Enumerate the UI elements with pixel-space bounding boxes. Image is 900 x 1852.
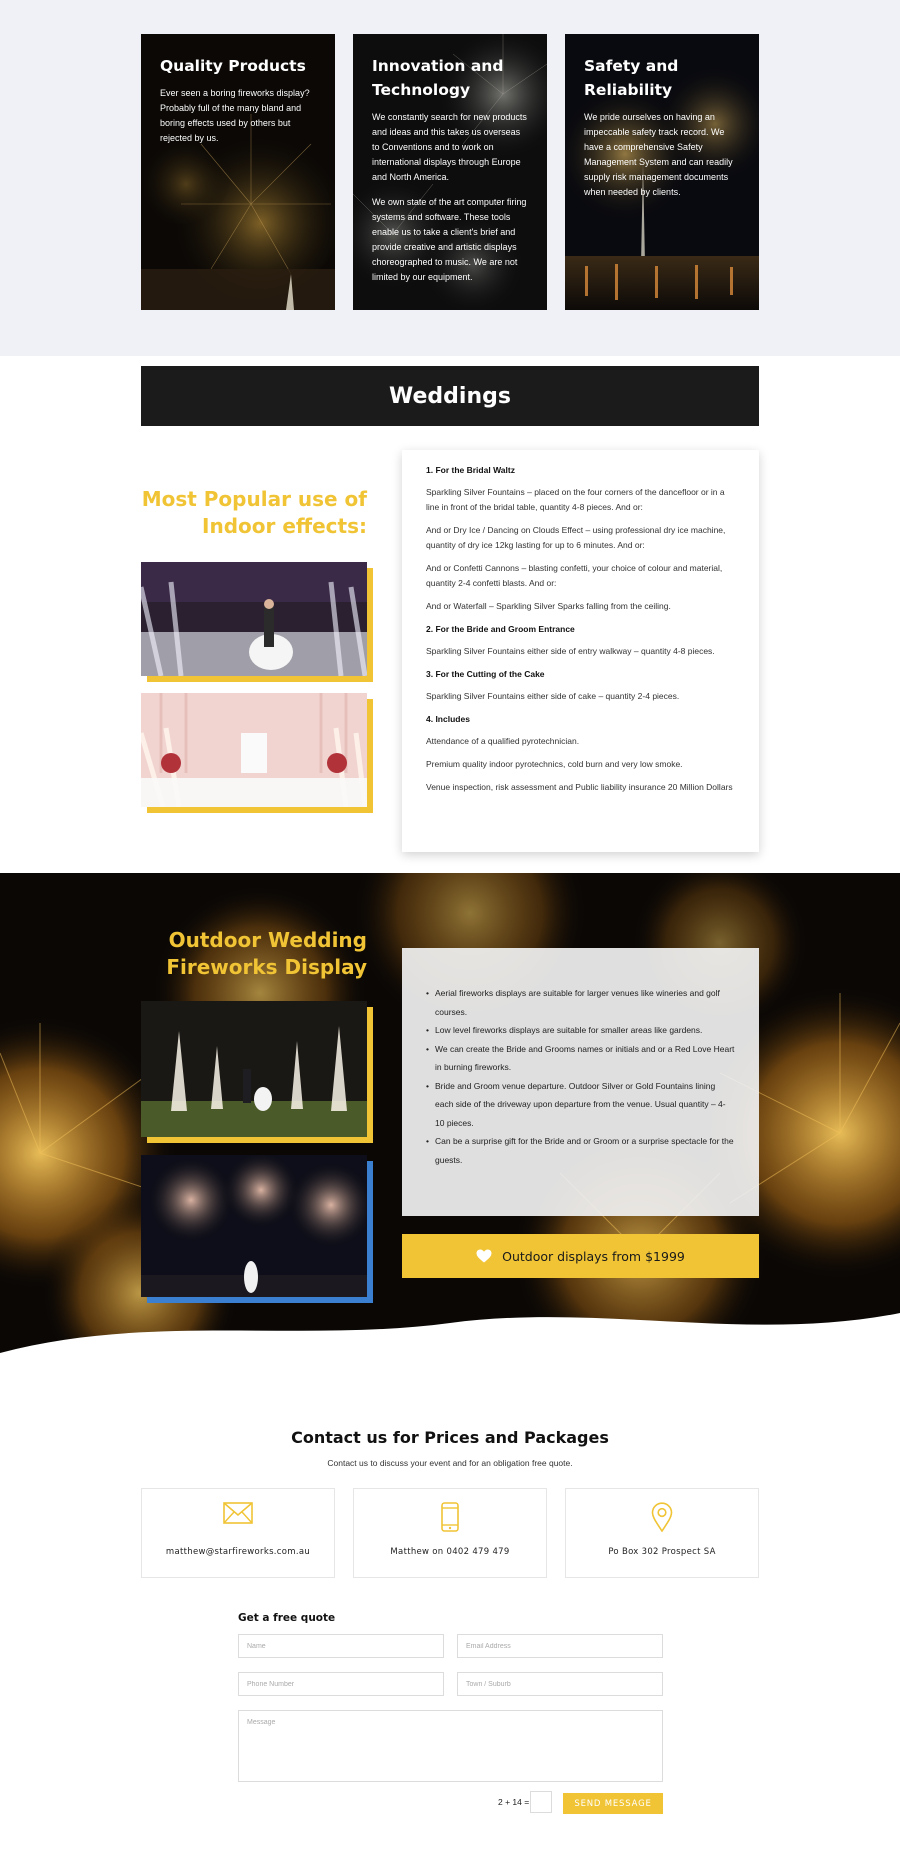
- indoor-photo-dance: [141, 562, 367, 676]
- contact-card-email[interactable]: [141, 1488, 335, 1578]
- detail-text: And or Dry Ice / Dancing on Clouds Effect – using professional dry ice machine, quantity of dry ice 12kg lasting for up to 6 minutes. And or:: [426, 525, 726, 550]
- contact-address-value: Po Box 302 Prospect SA: [608, 1547, 716, 1557]
- detail-heading: 4. Includes: [426, 714, 470, 724]
- captcha-question: 2 + 14 =: [498, 1797, 530, 1807]
- contact-card-address[interactable]: [565, 1488, 759, 1578]
- quote-form-title: Get a free quote: [238, 1612, 336, 1624]
- name-input[interactable]: [238, 1634, 444, 1658]
- indoor-photo-cake: [141, 693, 367, 807]
- feature-card-safety: [565, 34, 759, 310]
- detail-text: And or Waterfall – Sparkling Silver Sparks falling from the ceiling.: [426, 601, 671, 611]
- outdoor-displays-button[interactable]: [402, 1234, 759, 1278]
- outdoor-section: [0, 873, 900, 1363]
- location-pin-icon: [651, 1502, 673, 1532]
- list-item: • Can be a surprise gift for the Bride and or Groom or a surprise spectacle for the guests.: [426, 1132, 735, 1169]
- list-item: • Bride and Groom venue departure. Outdoor Silver or Gold Fountains lining each side of the driveway upon departure from the venue. Usual quantity – 4-10 pieces.: [426, 1077, 735, 1133]
- detail-heading: 3. For the Cutting of the Cake: [426, 669, 545, 679]
- indoor-title: Most Popular use of Indoor effects:: [141, 487, 367, 538]
- detail-text: Attendance of a qualified pyrotechnician.: [426, 736, 580, 746]
- outdoor-photo-couple: [141, 1001, 367, 1137]
- weddings-header: [141, 366, 759, 426]
- outdoor-photo-aerial-image: [141, 1155, 367, 1297]
- town-input[interactable]: [457, 1672, 663, 1696]
- detail-text: Sparkling Silver Fountains either side of cake – quantity 2-4 pieces.: [426, 691, 680, 701]
- feature-text: We own state of the art computer firing systems and software. These tools enable us to take a client's brief and provide creative and artistic displays choreographed to music. We are not limited by our equipment.: [372, 197, 527, 282]
- feature-text: Ever seen a boring fireworks display? Probably full of the many bland and boring effects used by others but rejected by us.: [160, 88, 310, 143]
- feature-title: Innovation and Technology: [372, 57, 504, 99]
- heart-icon: [476, 1249, 492, 1263]
- features-section: [0, 0, 900, 356]
- feature-card-quality: [141, 34, 335, 310]
- detail-heading: 1. For the Bridal Waltz: [426, 465, 515, 475]
- detail-text: Venue inspection, risk assessment and Public liability insurance 20 Million Dollars: [426, 782, 733, 792]
- list-item: • Aerial fireworks displays are suitable for larger venues like wineries and golf courses.: [426, 984, 735, 1021]
- indoor-photo-cake-image: [141, 693, 367, 807]
- detail-text: Sparkling Silver Fountains either side of entry walkway – quantity 4-8 pieces.: [426, 646, 715, 656]
- outdoor-displays-button-label: Outdoor displays from $1999: [502, 1248, 685, 1264]
- detail-text: Sparkling Silver Fountains – placed on the four corners of the dancefloor or in a line in front of the bridal table, quantity 4-8 pieces. And or:: [426, 487, 725, 512]
- feature-title: Quality Products: [160, 57, 306, 75]
- send-message-button[interactable]: SEND MESSAGE: [563, 1793, 663, 1814]
- detail-text: Premium quality indoor pyrotechnics, cold burn and very low smoke.: [426, 759, 683, 769]
- list-item: • Low level fireworks displays are suitable for smaller areas like gardens.: [426, 1021, 735, 1040]
- weddings-title: Weddings: [389, 383, 511, 409]
- phone-icon: [441, 1502, 459, 1532]
- outdoor-bullet-list: [426, 984, 735, 1169]
- feature-title: Safety and Reliability: [584, 57, 679, 99]
- indoor-photo-dance-image: [141, 562, 367, 676]
- feature-text: We constantly search for new products and ideas and this takes us overseas to Conventions and to work on international displays through Europe and North America.: [372, 112, 527, 182]
- contact-subtitle: Contact us to discuss your event and for an obligation free quote.: [327, 1458, 573, 1468]
- list-item: • We can create the Bride and Grooms names or initials and or a Red Love Heart in burning fireworks.: [426, 1040, 735, 1077]
- envelope-icon: [223, 1502, 253, 1524]
- indoor-details-panel: [402, 450, 759, 852]
- contact-email-value: matthew@starfireworks.com.au: [165, 1547, 311, 1557]
- message-textarea[interactable]: [238, 1710, 663, 1782]
- contact-title: Contact us for Prices and Packages: [291, 1428, 609, 1447]
- outdoor-photo-aerial: [141, 1155, 367, 1297]
- captcha-input[interactable]: [530, 1791, 552, 1813]
- outdoor-details-panel: [402, 948, 759, 1216]
- feature-text: We pride ourselves on having an impeccable safety track record. We have a comprehensive Safety Management System and can readily supply risk management documents when needed by clients.: [584, 112, 733, 197]
- outdoor-photo-couple-image: [141, 1001, 367, 1137]
- detail-text: And or Confetti Cannons – blasting confetti, your choice of colour and material, quantity 2-4 confetti blasts. And or:: [426, 563, 723, 588]
- outdoor-title: Outdoor Wedding Fireworks Display: [166, 928, 367, 979]
- phone-input[interactable]: [238, 1672, 444, 1696]
- detail-heading: 2. For the Bride and Groom Entrance: [426, 624, 575, 634]
- contact-card-phone[interactable]: [353, 1488, 547, 1578]
- feature-card-innovation: [353, 34, 547, 310]
- email-input[interactable]: [457, 1634, 663, 1658]
- contact-phone-value: Matthew on 0402 479 479: [390, 1547, 510, 1557]
